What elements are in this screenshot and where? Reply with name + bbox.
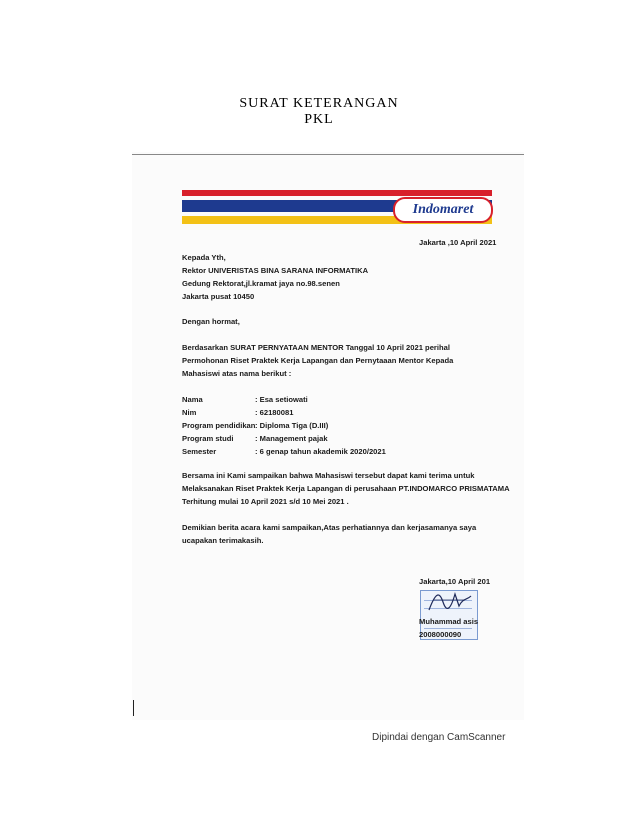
document-subtitle: PKL <box>304 112 334 127</box>
student-field-value: : Diploma Tiga (D.III) <box>255 421 329 430</box>
student-field-label: Nim <box>182 408 197 417</box>
greeting: Dengan hormat, <box>182 317 240 326</box>
recipient-line: Jakarta pusat 10450 <box>182 292 255 301</box>
scan-edge-mark <box>133 700 134 716</box>
signature-date: Jakarta,10 April 201 <box>419 577 491 586</box>
intro-line: Permohonan Riset Praktek Kerja Lapangan dan Pernytaaan Mentor Kepada <box>182 356 454 365</box>
indomaret-logo <box>393 197 493 223</box>
signer-name: Muhammad asis <box>419 617 479 626</box>
intro-line: Mahasiswi atas nama berikut : <box>182 369 292 378</box>
scan-edge-top <box>132 154 524 155</box>
student-field-label: Semester <box>182 447 217 456</box>
student-field-label: Nama <box>182 395 203 404</box>
recipient-line: Kepada Yth, <box>182 253 226 262</box>
body-line: Bersama ini Kami sampaikan bahwa Mahasiswi tersebut dapat kami terima untuk <box>182 471 475 480</box>
stamp-line <box>424 628 472 629</box>
body-line: Terhitung mulai 10 April 2021 s/d 10 Mei 2021 . <box>182 497 349 506</box>
student-field-label: Program studi <box>182 434 234 443</box>
student-field-label: Program pendidikan <box>182 421 256 430</box>
scanner-watermark: Dipindai dengan CamScanner <box>372 732 506 743</box>
letter-date: Jakarta ,10 April 2021 <box>419 238 497 247</box>
recipient-line: Rektor UNIVERISTAS BINA SARANA INFORMATIKA <box>182 266 369 275</box>
recipient-line: Gedung Rektorat,jl.kramat jaya no.98.senen <box>182 279 340 288</box>
letterhead-red-stripe <box>182 190 492 196</box>
closing-line: ucapakan terimakasih. <box>182 536 264 545</box>
student-field-value: : 6 genap tahun akademik 2020/2021 <box>255 447 386 456</box>
handwritten-signature <box>425 588 473 614</box>
intro-line: Berdasarkan SURAT PERNYATAAN MENTOR Tanggal 10 April 2021 perihal <box>182 343 450 352</box>
body-line: Melaksanakan Riset Praktek Kerja Lapangan di perusahaan PT.INDOMARCO PRISMATAMA <box>182 484 510 493</box>
student-field-value: : Management pajak <box>255 434 328 443</box>
signer-id: 2008000090 <box>419 630 462 639</box>
document-title: SURAT KETERANGAN <box>239 96 399 111</box>
logo-wordmark: Indomaret <box>412 202 474 217</box>
student-field-value: : Esa setiowati <box>255 395 308 404</box>
closing-line: Demikian berita acara kami sampaikan,Atas perhatiannya dan kerjasamanya saya <box>182 523 477 532</box>
student-field-value: : 62180081 <box>255 408 294 417</box>
